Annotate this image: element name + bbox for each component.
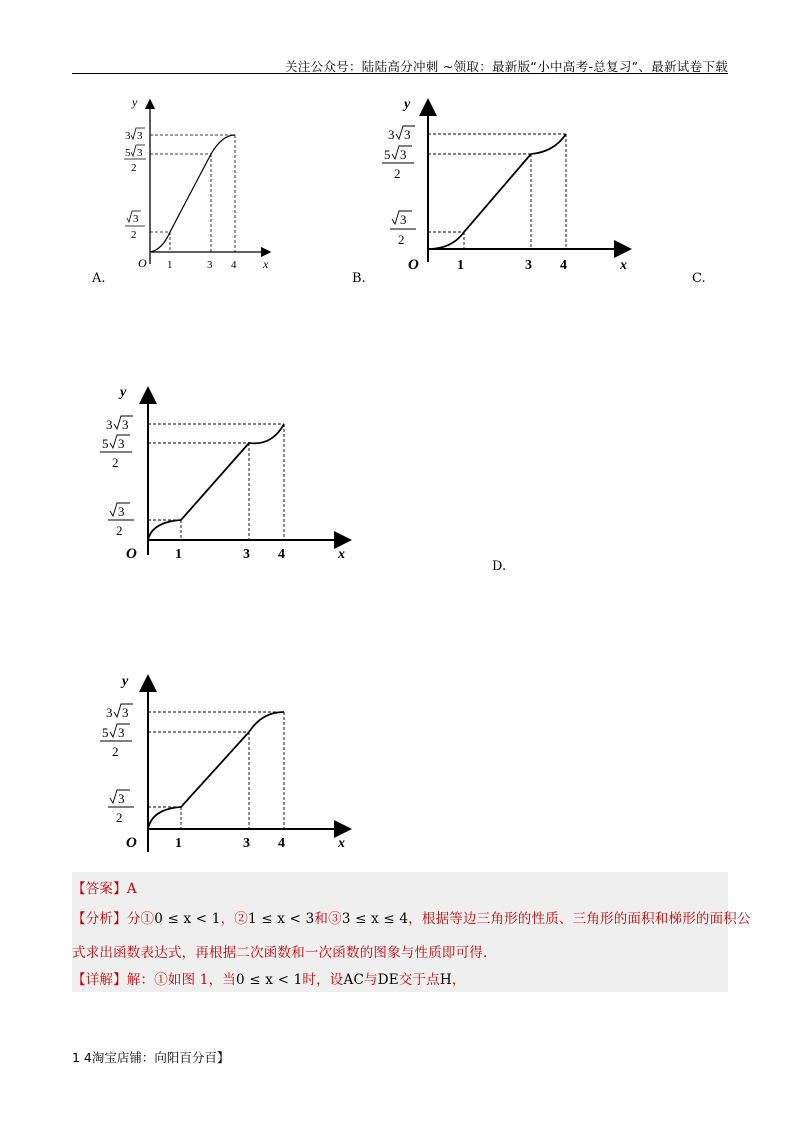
x-tick-3: 3 bbox=[525, 258, 532, 273]
y-axis-label: y bbox=[120, 385, 127, 400]
y-tick-top-coef: 3 bbox=[125, 130, 131, 142]
origin-label: O bbox=[408, 257, 419, 273]
detail-mid: 时，设 bbox=[302, 972, 344, 988]
detail-pre: 解：①如图 1，当 bbox=[126, 972, 236, 988]
answer-tag: 【答案】 bbox=[72, 881, 127, 897]
graph-b bbox=[380, 92, 640, 282]
x-axis-label: x bbox=[338, 836, 345, 851]
answer-value: A bbox=[126, 881, 137, 897]
point-h: H bbox=[439, 972, 452, 988]
option-b-label: B. bbox=[352, 271, 366, 286]
segment-de: DE bbox=[377, 972, 399, 988]
y-tick-mid-radicand: 3 bbox=[137, 147, 143, 159]
x-tick-4: 4 bbox=[560, 258, 567, 273]
y-axis-label: y bbox=[122, 674, 129, 689]
origin-label: O bbox=[126, 546, 137, 562]
graph-d bbox=[92, 672, 362, 862]
answer-line bbox=[72, 877, 137, 897]
origin-label: O bbox=[126, 835, 137, 851]
analysis-range-1: 0 ≤ x < 1 bbox=[154, 911, 221, 927]
analysis-post: ，根据等边三角形的性质、三角形的面积和梯形的面积公 bbox=[408, 911, 751, 927]
x-tick-1: 1 bbox=[175, 547, 182, 562]
y-tick-low-radicand: 3 bbox=[133, 213, 139, 225]
y-tick-mid-denominator: 2 bbox=[394, 166, 401, 181]
analysis-line-2: 式求出函数表达式，再根据二次函数和一次函数的图象与性质即可得. bbox=[72, 945, 488, 961]
analysis-range-3: 3 ≤ x ≤ 4 bbox=[341, 911, 409, 927]
y-tick-mid-radicand: 3 bbox=[118, 436, 125, 451]
graph-c bbox=[92, 380, 362, 570]
x-tick-4: 4 bbox=[231, 259, 237, 271]
segment-ac: AC bbox=[343, 972, 364, 988]
x-tick-1: 1 bbox=[167, 259, 173, 271]
x-axis-label: x bbox=[338, 547, 345, 562]
y-tick-low-radicand: 3 bbox=[118, 504, 125, 519]
y-tick-mid-radicand: 3 bbox=[118, 725, 125, 740]
detail-tag: 【详解】 bbox=[72, 972, 127, 988]
x-tick-4: 4 bbox=[278, 836, 285, 851]
x-axis-label: x bbox=[620, 258, 627, 273]
analysis-sep-1: ，② bbox=[220, 911, 249, 927]
detail-inter: 交于点 bbox=[398, 972, 440, 988]
header-divider bbox=[72, 73, 728, 74]
y-tick-mid-coef: 5 bbox=[384, 147, 391, 162]
y-tick-top-coef: 3 bbox=[388, 127, 395, 142]
y-tick-mid-radicand: 3 bbox=[400, 147, 407, 162]
y-tick-mid-coef: 5 bbox=[102, 436, 109, 451]
y-tick-top-radicand: 3 bbox=[122, 705, 129, 720]
origin-label: O bbox=[138, 256, 147, 270]
page-footer: 1 4淘宝店铺：向阳百分百】 bbox=[72, 1050, 230, 1065]
y-tick-mid-coef: 5 bbox=[102, 725, 109, 740]
y-axis-label: y bbox=[132, 95, 138, 109]
x-tick-1: 1 bbox=[457, 258, 464, 273]
option-c-label: C. bbox=[692, 271, 706, 286]
y-tick-top-radicand: 3 bbox=[404, 127, 411, 142]
y-tick-mid-denominator: 2 bbox=[131, 162, 137, 174]
y-tick-low-radicand: 3 bbox=[400, 212, 407, 227]
x-tick-3: 3 bbox=[207, 259, 213, 271]
y-tick-low-radicand: 3 bbox=[118, 791, 125, 806]
y-tick-mid-denominator: 2 bbox=[112, 455, 119, 470]
y-tick-top-coef: 3 bbox=[106, 417, 113, 432]
y-tick-mid-coef: 5 bbox=[125, 147, 131, 159]
analysis-sep-2: 和③ bbox=[314, 911, 342, 927]
y-tick-low-denominator: 2 bbox=[398, 232, 405, 247]
y-tick-top-coef: 3 bbox=[106, 705, 113, 720]
option-d-label: D. bbox=[492, 559, 507, 574]
detail-line bbox=[72, 968, 466, 988]
graph-a bbox=[118, 92, 278, 282]
analysis-line-1 bbox=[72, 907, 751, 927]
x-axis-label: x bbox=[263, 257, 269, 271]
y-tick-top-radicand: 3 bbox=[122, 417, 129, 432]
y-tick-low-denominator: 2 bbox=[131, 229, 137, 241]
x-tick-4: 4 bbox=[278, 547, 285, 562]
y-tick-top-radicand: 3 bbox=[137, 130, 143, 142]
x-tick-1: 1 bbox=[175, 836, 182, 851]
analysis-pre: 分① bbox=[126, 911, 155, 927]
y-tick-mid-denominator: 2 bbox=[112, 744, 119, 759]
analysis-tag: 【分析】 bbox=[72, 911, 127, 927]
y-tick-low-denominator: 2 bbox=[116, 810, 123, 825]
detail-with: 与 bbox=[363, 972, 378, 988]
detail-end: ， bbox=[451, 972, 466, 988]
x-tick-3: 3 bbox=[243, 547, 250, 562]
page-header: 关注公众号：陆陆高分冲刺 ~领取：最新版“小中高考-总复习”、最新试卷下载 bbox=[284, 59, 728, 74]
y-axis-label: y bbox=[404, 97, 411, 112]
x-tick-3: 3 bbox=[243, 836, 250, 851]
detail-range: 0 ≤ x < 1 bbox=[236, 972, 303, 988]
option-a-label: A. bbox=[92, 271, 106, 286]
analysis-range-2: 1 ≤ x < 3 bbox=[248, 911, 315, 927]
y-tick-low-denominator: 2 bbox=[116, 523, 123, 538]
